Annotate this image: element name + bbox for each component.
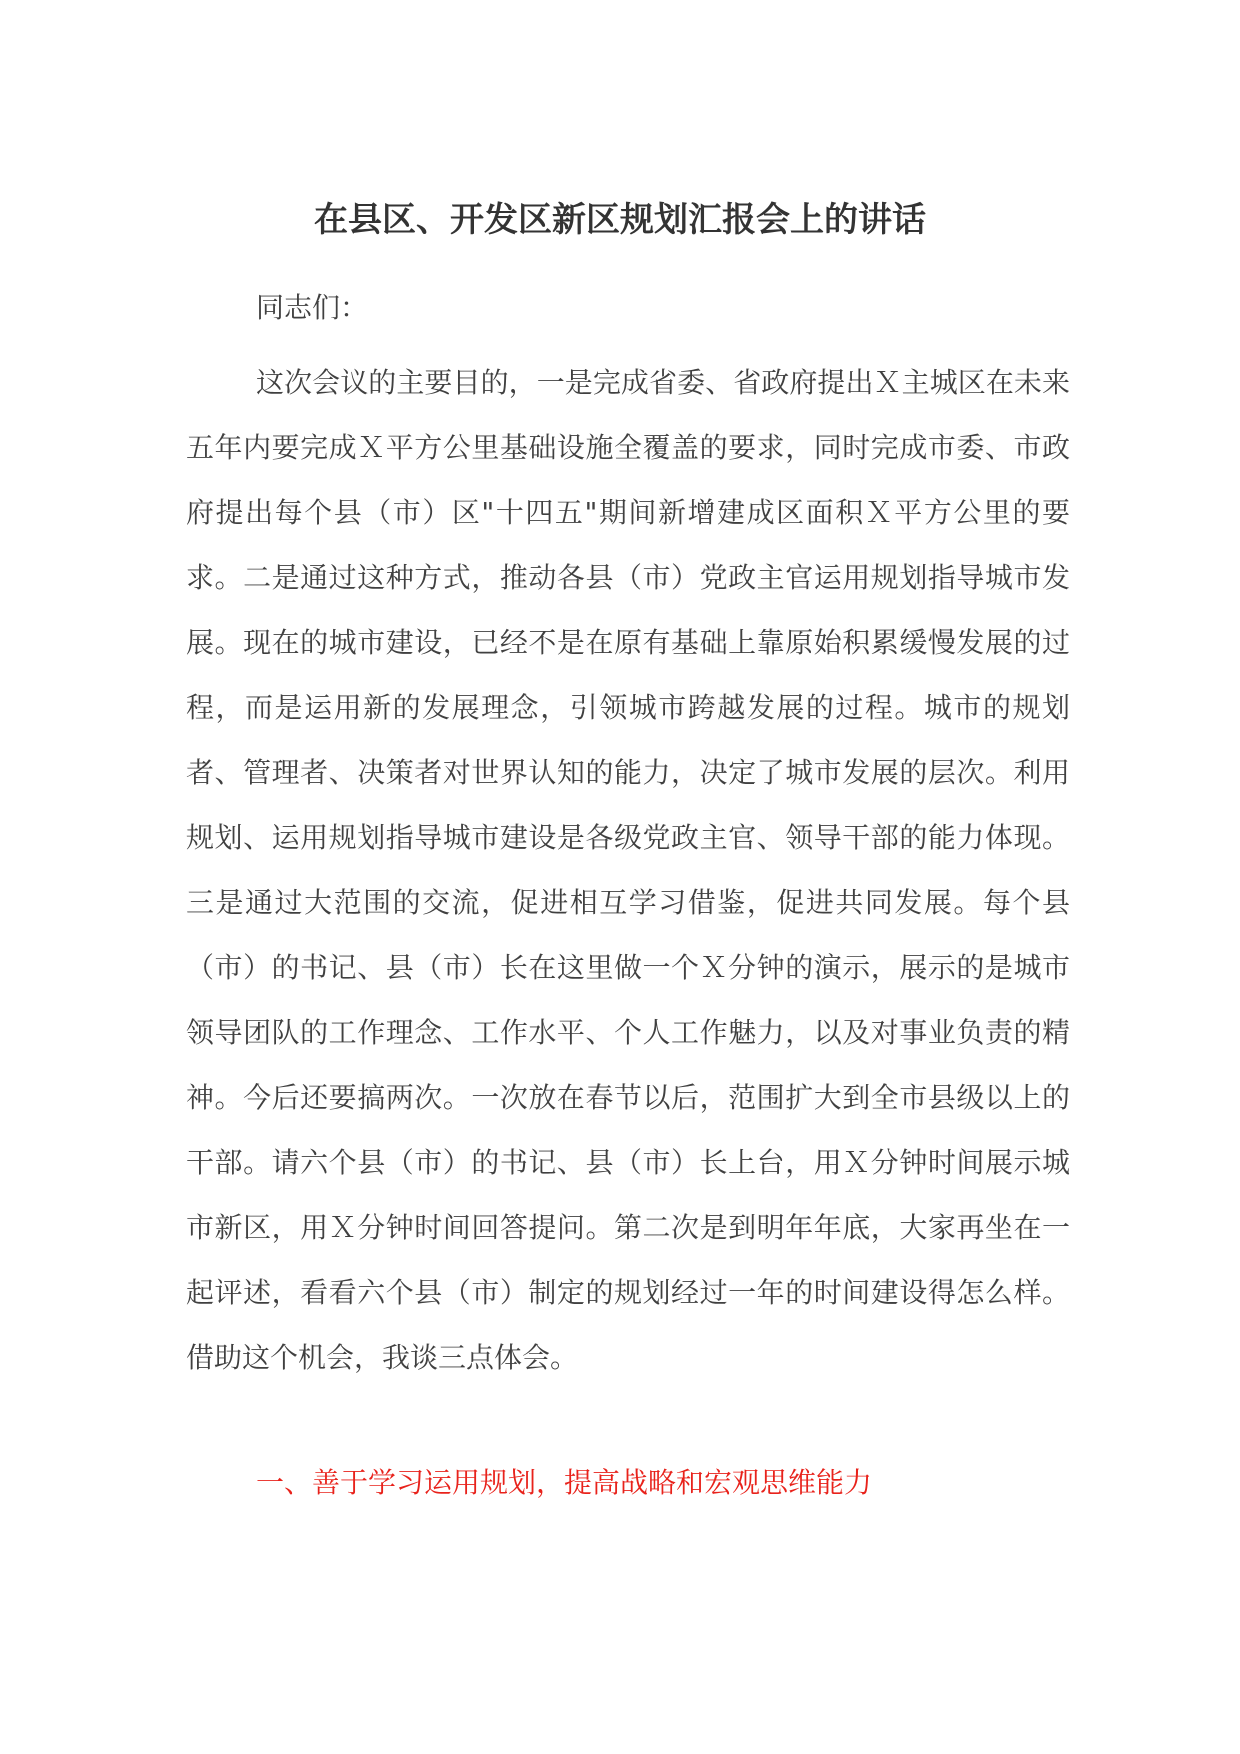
section-heading: 一、善于学习运用规划，提高战略和宏观思维能力 <box>256 1466 873 1499</box>
body-paragraph: 这次会议的主要目的，一是完成省委、省政府提出Ｘ主城区在未来五年内要完成Ｘ平方公里基础设施全覆盖的要求，同时完成市委、市政府提出每个县（市）区"十四五"期间新增建成区面积Ｘ平方公里的要求。二是通过这种方式，推动各县（市）党政主官运用规划指导城市发展。现在的城市建设，已经不是在原有基础上靠原始积累缓慢发展的过程，而是运用新的发展理念，引领城市跨越发展的过程。城市的规划者、管理者、决策者对世界认知的能力，决定了城市发展的层次。利用规划、运用规划指导城市建设是各级党政主官、领导干部的能力体现。三是通过大范围的交流，促进相互学习借鉴，促进共同发展。每个县（市）的书记、县（市）长在这里做一个Ｘ分钟的演示，展示的是城市领导团队的工作理念、工作水平、个人工作魅力，以及对事业负责的精神。今后还要搞两次。一次放在春节以后，范围扩大到全市县级以上的干部。请六个县（市）的书记、县（市）长上台，用Ｘ分钟时间展示城市新区，用Ｘ分钟时间回答提问。第二次是到明年年底，大家再坐在一起评述，看看六个县（市）制定的规划经过一年的时间建设得怎么样。借助这个机会，我谈三点体会。 <box>186 366 1070 1374</box>
salutation: 同志们： <box>256 291 369 324</box>
document-title: 在县区、开发区新区规划汇报会上的讲话 <box>314 200 926 240</box>
